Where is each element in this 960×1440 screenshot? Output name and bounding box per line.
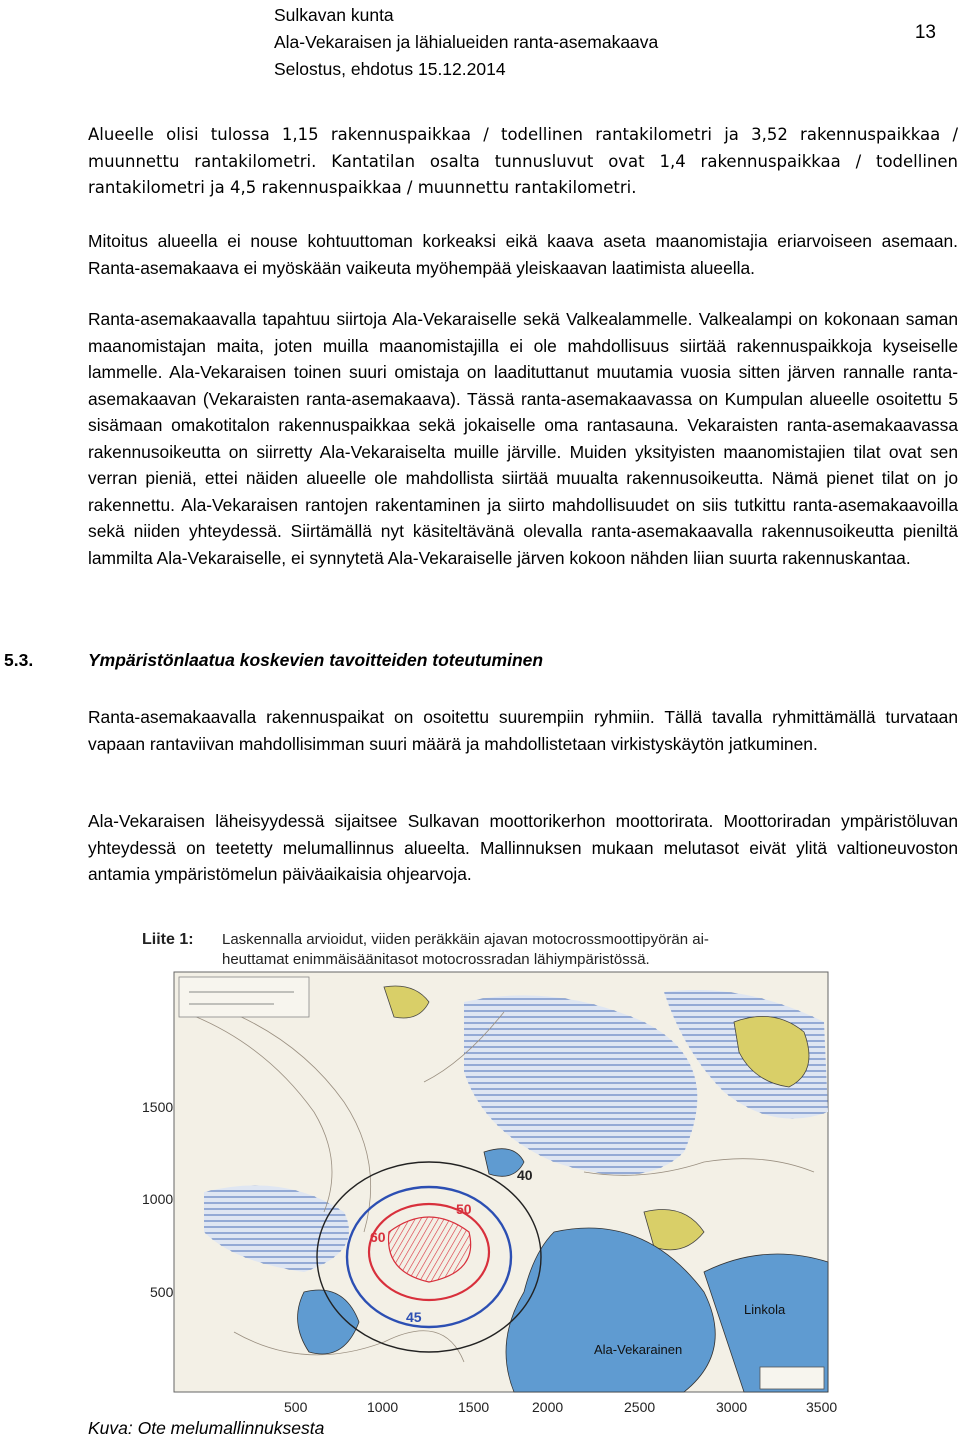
noise-model-figure xyxy=(84,912,960,1422)
figure-caption: Kuva: Ote melumallinnuksesta xyxy=(88,1418,325,1438)
paragraph-text: Ranta-asemakaavalla tapahtuu siirtoja Ala-Vekaraiselle sekä Valkealammelle. Valkealampi on kokonaan saman maanomistajan maita, joten muilla maanomistajilla ei ole mahdollisuus siirtää rakennuspaikkoja kyseiselle lammelle. Ala-Vekaraisen toinen suuri omistaja on laadituttanut muutamia vuosia sitten järven rannalle ranta-asemakaavan (Vekaraisten ranta-asemakaava). Tässä ranta-asemakaavassa on Kumpulan alueelle osoitettu 5 sisämaan omakotitalon rakennuspaikkaa sekä jokaiselle oma rantasauna. Vekaraisten ranta-asemakaavassa rakennusoikeutta on siirretty Ala-Vekaraiselta muille järville. Muiden yksityisten maanomistajien tilat ovat sen verran pieniä, ettei näiden alueelle ole mahdollista siirtää muualta rakennusoikeutta. Nämä pienet tilat on jo rakennettu. Ala-Vekaraisen rantojen rakentaminen ja siirto mahdollisuudet on siis tutkittu ranta-asemakaavoilla sekä niiden yhteydessä. Siirtämällä nyt käsiteltävänä olevalla ranta-asemakaavalla rakennusoikeutta pieniltä lammilta Ala-Vekaraiselle, ei synnytetä Ala-Vekaraiselle järven kokoon nähden liian suurta rakennuskantaa. xyxy=(88,309,958,568)
header-document-status: Selostus, ehdotus 15.12.2014 xyxy=(274,59,506,79)
attachment-text-line2: heuttamat enimmäisäänitasot motocrossradan lähiympäristössä. xyxy=(222,951,650,968)
map-stamp xyxy=(760,1367,824,1389)
header-plan-name: Ala-Vekaraisen ja lähialueiden ranta-asemakaava xyxy=(274,32,659,52)
paragraph-3 xyxy=(88,306,958,571)
noise-map-svg xyxy=(84,912,960,1422)
paragraph-text: Alueelle olisi tulossa 1,15 rakennuspaikkaa / todellinen rantakilometri ja 3,52 rakennuspaikkaa / muunnettu rantakilometri. Kantatilan osalta tunnusluvut ovat 1,4 rakennuspaikkaa / todellinen rantakilometri ja 4,5 rakennuspaikkaa / muunnettu rantakilometri. xyxy=(88,125,958,197)
x-tick-label: 2500 xyxy=(624,1399,656,1415)
x-axis xyxy=(284,1399,837,1415)
x-tick-label: 3500 xyxy=(806,1399,838,1415)
place-label-linkola: Linkola xyxy=(744,1302,786,1317)
map-area xyxy=(174,972,828,1392)
map-legend-box xyxy=(179,977,309,1017)
y-tick-label: 1000 xyxy=(142,1191,174,1207)
section-title: Ympäristönlaatua koskevien tavoitteiden toteutuminen xyxy=(88,650,544,670)
paragraph-5 xyxy=(88,808,958,888)
paragraph-4 xyxy=(88,704,958,757)
header-municipality: Sulkavan kunta xyxy=(274,5,394,25)
x-tick-label: 2000 xyxy=(532,1399,564,1415)
paragraph-2 xyxy=(88,228,958,281)
contour-label-45: 45 xyxy=(406,1309,422,1325)
page-number: 13 xyxy=(914,22,936,43)
contour-label-40: 40 xyxy=(517,1167,533,1183)
contour-label-50: 50 xyxy=(456,1201,472,1217)
y-axis xyxy=(142,1099,174,1300)
attachment-text-line1: Laskennalla arvioidut, viiden peräkkäin ajavan motocrossmoottipyörän ai- xyxy=(222,931,709,948)
x-tick-label: 1500 xyxy=(458,1399,490,1415)
place-label-ala-vekarainen: Ala-Vekarainen xyxy=(594,1342,683,1357)
paragraph-text: Ranta-asemakaavalla rakennuspaikat on osoitettu suurempiin ryhmiin. Tällä tavalla ryhmittämällä turvataan vapaan rantaviivan mahdollisimman suuri määrä ja mahdollistetaan virkistyskäytön jatkuminen. xyxy=(88,707,958,754)
page-header xyxy=(274,2,658,83)
attachment-label: Liite 1: xyxy=(142,931,194,948)
x-tick-label: 3000 xyxy=(716,1399,748,1415)
x-tick-label: 500 xyxy=(284,1399,308,1415)
contour-label-60: 60 xyxy=(370,1229,386,1245)
y-tick-label: 500 xyxy=(150,1284,174,1300)
x-tick-label: 1000 xyxy=(367,1399,399,1415)
paragraph-1 xyxy=(88,122,958,202)
y-tick-label: 1500 xyxy=(142,1099,174,1115)
section-number: 5.3. xyxy=(4,650,34,670)
paragraph-text: Mitoitus alueella ei nouse kohtuuttoman korkeaksi eikä kaava aseta maanomistajia eriarvoiseen asemaan. Ranta-asemakaava ei myöskään vaikeuta myöhempää yleiskaavan laatimista alueella. xyxy=(88,231,958,278)
paragraph-text: Ala-Vekaraisen läheisyydessä sijaitsee Sulkavan moottorikerhon moottorirata. Moottoriradan ympäristöluvan yhteydessä on teetetty melumallinnus alueelta. Mallinnuksen mukaan melutasot eivät ylitä valtioneuvoston antamia ympäristömelun päiväaikaisia ohjearvoja. xyxy=(88,811,958,884)
